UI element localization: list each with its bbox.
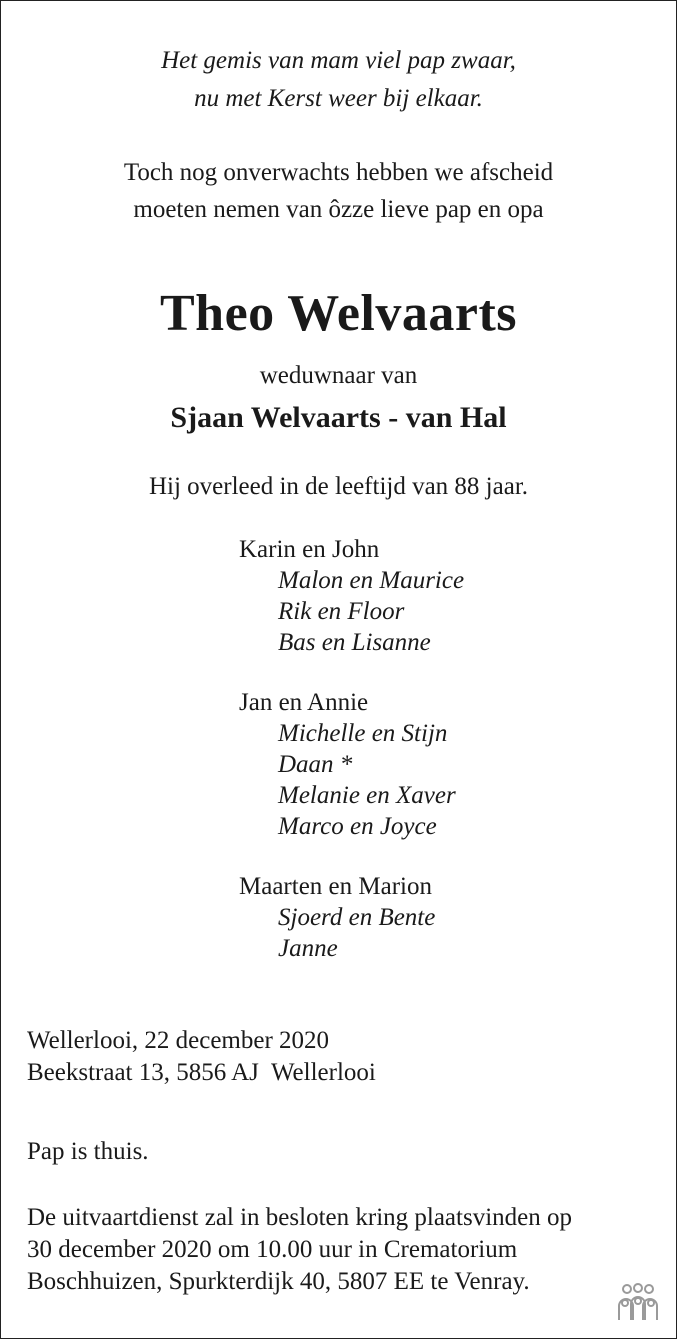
people-group-icon — [614, 1282, 662, 1324]
address: Beekstraat 13, 5856 AJ Wellerlooi — [27, 1059, 376, 1086]
family-child: Michelle en Stijn — [278, 720, 448, 747]
family-child: Daan * — [278, 751, 353, 778]
family-child: Bas en Lisanne — [278, 629, 431, 656]
intro-line-1: Toch nog onverwachts hebben we afscheid — [123, 159, 554, 186]
family-child: Malon en Maurice — [278, 567, 465, 594]
verse-line-2: nu met Kerst weer bij elkaar. — [194, 85, 483, 112]
service-line-1: De uitvaartdienst zal in besloten kring plaatsvinden op — [27, 1204, 572, 1231]
age-text: Hij overleed in de leeftijd van 88 jaar. — [148, 473, 529, 500]
intro-line-2: moeten nemen van ôzze lieve pap en opa — [133, 196, 544, 223]
service-line-3: Boschhuizen, Spurkterdijk 40, 5807 EE te Venray. — [27, 1268, 530, 1295]
family-parent: Maarten en Marion — [239, 873, 432, 900]
place-address-block — [27, 1025, 376, 1089]
service-line-2: 30 december 2020 om 10.00 uur in Crematorium — [27, 1236, 518, 1263]
verse-line-1: Het gemis van mam viel pap zwaar, — [161, 47, 516, 74]
place-date: Wellerlooi, 22 december 2020 — [27, 1027, 330, 1054]
deceased-name: Theo Welvaarts — [159, 285, 518, 342]
family-child: Janne — [278, 935, 338, 962]
family-parent: Jan en Annie — [239, 689, 369, 716]
family-child: Sjoerd en Bente — [278, 904, 436, 931]
service-block — [27, 1202, 572, 1298]
spouse-name: Sjaan Welvaarts - van Hal — [170, 401, 507, 434]
family-child: Rik en Floor — [278, 598, 405, 625]
family-parent: Karin en John — [239, 536, 380, 563]
family-child: Melanie en Xaver — [278, 782, 456, 809]
home-note: Pap is thuis. — [27, 1138, 149, 1165]
widower-text: weduwnaar van — [259, 362, 418, 389]
family-child: Marco en Joyce — [278, 813, 437, 840]
